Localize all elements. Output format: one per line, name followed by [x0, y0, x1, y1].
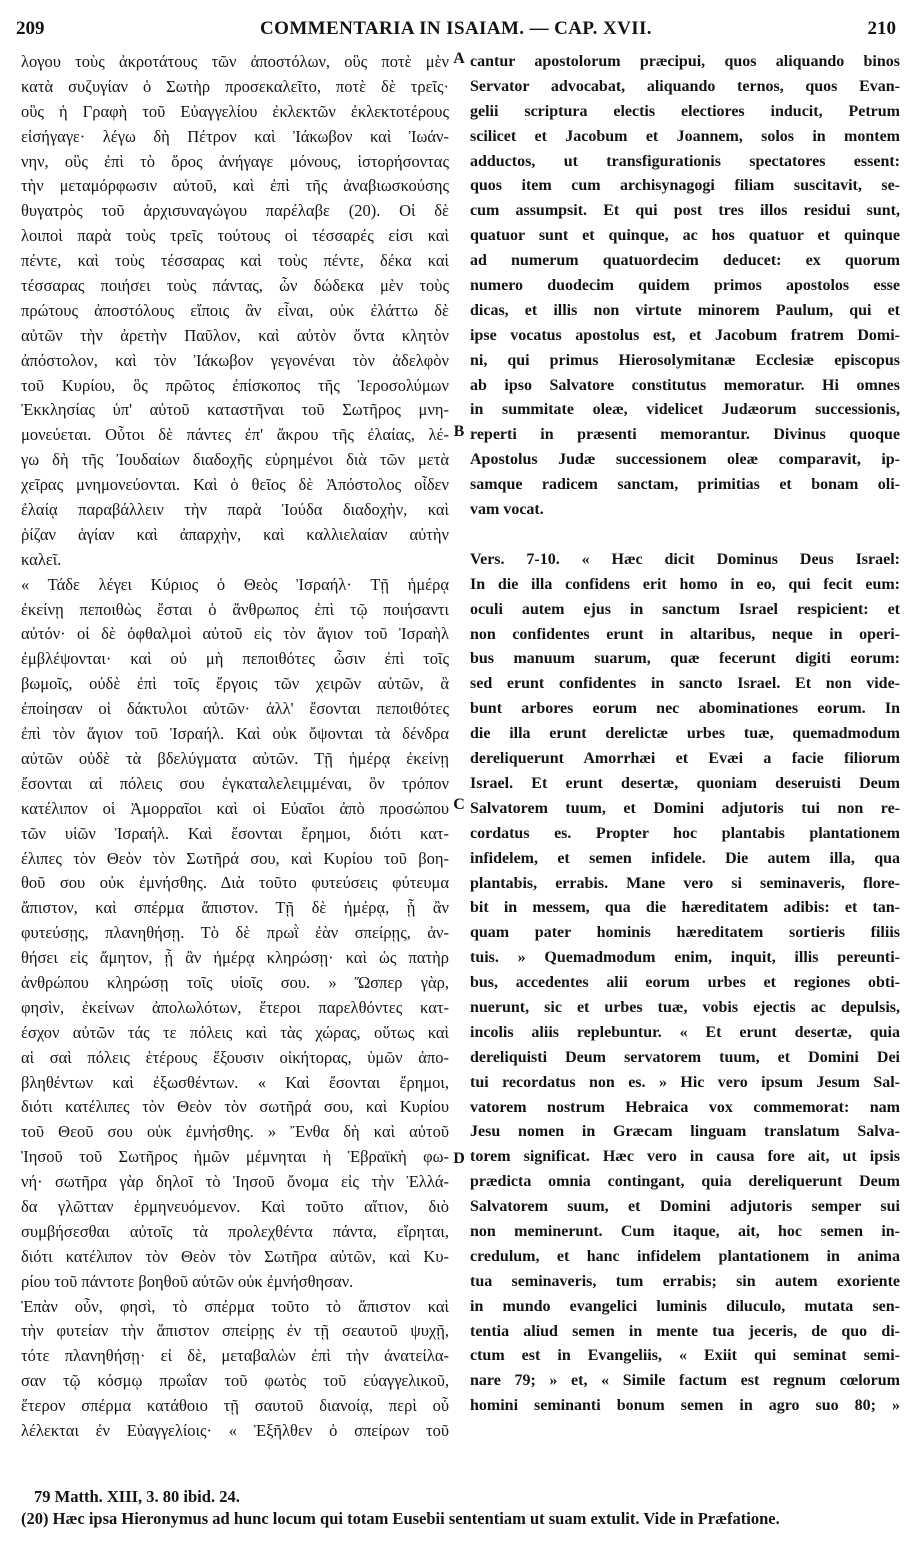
text-line: λογου τοὺς ἀκροτάτους τῶν ἀποστόλων, οὓς ποτὲ μὲν: [21, 52, 449, 71]
text-line: νή· σωτῆρα γὰρ δηλοῖ τὸ Ἰησοῦ ὄνομα εἰς τὴν Ἑλλά-: [21, 1172, 449, 1192]
text-line: homini seminanti bonum semen in agro suo 80; »: [470, 1397, 900, 1415]
text-line: vam vocat.: [470, 501, 544, 519]
text-line: δα γλῶτταν ἑρμηνευόμενον. Καὶ τοῦτο αἴτιον, διὸ: [21, 1196, 449, 1216]
text-line: gelii scriptura electis electiores inducit, Petrum: [470, 102, 900, 120]
text-line: infidelem, et semen infidele. Die autem illa, qua: [470, 849, 900, 867]
text-line: cum assumpsit. Et qui post tres illos residui sunt,: [470, 202, 900, 220]
text-line: πέντε, καὶ τοὺς τέσσαρας καὶ τοὺς πέντε, δέκα καὶ: [21, 251, 449, 271]
text-line: quos item cum archisynagogi filiam suscitavit, se-: [470, 177, 900, 195]
text-line: « Τάδε λέγει Κύριος ὁ Θεὸς Ἰσραήλ· Τῇ ἡμέρᾳ: [21, 574, 449, 594]
text-line: θυγατρὸς τοῦ ἀρχισυναγώγου παρέλαβε (20). Οἱ δὲ: [21, 201, 449, 221]
text-line: dicas, et illis non virtute minorem Paulum, qui et: [470, 301, 900, 319]
text-line: ipse vocatus apostolus est, et Jacobum fratrem Domi-: [470, 326, 900, 344]
text-line: χεῖρας μνημονεύονται. Καὶ ὁ θεῖος δὲ Ἀπόστολος οἶδεν: [21, 475, 449, 495]
text-line: κατὰ συζυγίαν ὁ Σωτὴρ προσεκαλεῖτο, ποτὲ δὲ τρεῖς·: [21, 76, 449, 96]
text-line: dereliquisti Deum servatorem tuum, et Domini Dei: [470, 1048, 900, 1066]
footnote-references: 79 Matth. XIII, 3. 80 ibid. 24.: [34, 1487, 240, 1506]
text-line: in summitate oleæ, videlicet Judæorum successionis,: [470, 401, 900, 419]
text-line: Ἐκκλησίας ὑπ' αὐτοῦ καταστῆναι τοῦ Σωτῆρος μνη-: [21, 400, 449, 420]
text-line: τὴν φυτείαν τὴν ἄπιστον σπείρῃς ἐν τῇ σεαυτοῦ ψυχῇ,: [21, 1321, 449, 1341]
text-line: Salvatorem tuum, et Domini adjutoris tui non re-: [470, 799, 900, 817]
text-line: ἐποίησαν οἱ δάκτυλοι αὐτῶν· ἀλλ' ἔσονται πεποιθότες: [21, 699, 449, 719]
text-line: τότε πλανηθήσῃ· εἰ δὲ, μεταβαλὼν ἐπὶ τὴν ἀνατείλα-: [21, 1346, 449, 1366]
text-line: διότι κατέλιπον τὸν Θεὸν τὸν Σωτῆρα αὐτῶν, καὶ Κυ-: [21, 1246, 449, 1266]
text-line: non confidentes erunt in altaribus, neque in operi-: [470, 625, 900, 643]
text-line: τὴν μεταμόρφωσιν αὐτοῦ, καὶ ἐπὶ τῆς ἀναβιωσκούσης: [21, 176, 449, 196]
text-line: cordatus es. Propter hoc plantabis plantationem: [470, 824, 900, 842]
text-line: tua seminaveris, tum errabis; sin autem exoriente: [470, 1272, 900, 1290]
running-title: COMMENTARIA IN ISAIAM. — CAP. XVII.: [260, 18, 652, 39]
text-line: διότι κατέλιπες τὸν Θεὸν τὸν σωτῆρά σου, καὶ Κυρίου: [21, 1097, 449, 1117]
text-line: ρίου τοῦ πάντοτε βοηθοῦ αὐτῶν οὐκ ἐμνήσθησαν.: [21, 1271, 354, 1291]
margin-marker-a: A: [453, 50, 465, 67]
text-line: samque radicem sanctam, primitias et bonam oli-: [470, 476, 900, 494]
text-line: ctum est in Evangeliis, « Exiit qui seminat semi-: [470, 1347, 900, 1365]
text-line: incolis aliis replebuntur. « Et erunt desertæ, quia: [470, 1023, 900, 1041]
text-line: quam pater hominis hæreditatem sortieris filiis: [470, 924, 900, 942]
text-line: bus manuum suarum, quæ fecerunt digiti eorum:: [470, 650, 900, 668]
text-line: εἰσήγαγε· λέγω δὴ Πέτρον καὶ Ἰάκωβον καὶ Ἰωάν-: [21, 126, 449, 146]
text-line: τῶν υἱῶν Ἰσραήλ. Καὶ ἔσονται ἔρημοι, διότι κατ-: [21, 823, 449, 843]
text-line: ἕτερον σπέρμα κατάθοιο τῇ σαυτοῦ διανοίᾳ, περὶ οὗ: [21, 1396, 449, 1416]
text-line: scilicet et Jacobum et Joannem, solos in montem: [470, 127, 900, 145]
text-line: prædicta omnia contingant, quia dereliquerunt Deum: [470, 1173, 900, 1191]
text-line: tuis. » Quemadmodum enim, inquit, illis pereunti-: [470, 949, 900, 967]
page-number-right: 210: [867, 18, 896, 39]
text-line: nare 79; » et, « Simile factum est regnum cœlorum: [470, 1372, 900, 1390]
text-line: αἱ σαὶ πόλεις ἑτέρους ἕξουσιν οἰκήτορας, ὑμῶν ἀπο-: [21, 1047, 449, 1067]
text-line: έσχον αὐτῶν τάς τε πόλεις καὶ τὰς χώρας, οὕτως καὶ: [21, 1022, 449, 1042]
text-line: ab ipso Salvatore constitutus memoratur. Hi omnes: [470, 376, 900, 394]
text-line: ἀνθρώπου κληρώσῃ τοῖς υἱοῖς σου. » Ὥσπερ γὰρ,: [21, 972, 449, 992]
text-line: non meminerunt. Cum itaque, ait, hoc semen in-: [470, 1222, 900, 1240]
text-line: dereliquerunt Amorrhæi et Evæi a facie filiorum: [470, 750, 900, 768]
text-line: ἐπὶ τὸν ἅγιον τοῦ Ἰσραήλ. Καὶ οὐκ ὄψονται τὰ δένδρα: [21, 724, 449, 744]
text-line: in mundo evangelici luminis diluculo, mutata sen-: [470, 1297, 900, 1315]
text-line: τοῦ Κυρίου, ὃς πρῶτος ἐπίσκοπος τῆς Ἱεροσολύμων: [21, 375, 449, 395]
text-line: numero duodecim quidem primos apostolos esse: [470, 277, 900, 295]
text-line: torem significat. Hæc vero in causa fore ait, ut ipsis: [470, 1148, 900, 1166]
text-line: adductos, ut transfigurationis spectatores essent:: [470, 152, 900, 170]
margin-marker-c: C: [453, 796, 465, 813]
text-line: Jesu nomen in Græcam linguam translatum Salva-: [470, 1123, 900, 1141]
text-line: φησὶν, ἐκείνων ἀπολωλότων, ἕτεροι παρελθόντες κατ-: [21, 997, 449, 1017]
text-line: cantur apostolorum præcipui, quos aliquando binos: [470, 53, 900, 70]
text-line: Vers. 7-10. « Hæc dicit Dominus Deus Israel:: [470, 550, 900, 568]
latin-column: [470, 50, 900, 1419]
text-line: oculi autem ejus in sanctum Israel respicient: et: [470, 600, 900, 618]
text-line: ἀπόστολον, καὶ τὸν Ἰάκωβον γεγονέναι τὸν ἀδελφὸν: [21, 350, 449, 370]
text-line: sed erunt confidentes in sancto Israel. Et non vide-: [470, 675, 900, 693]
text-line: quatuor sunt et quinque, ac hos quatuor et quinque: [470, 227, 900, 245]
text-line: λέλεκται ἐν Εὐαγγελίοις· « Ἐξῆλθεν ὁ σπείρων τοῦ: [21, 1420, 449, 1440]
text-line: Ἰησοῦ τοῦ Σωτῆρος ἡμῶν μέμνηται ἡ Ἑβραϊκὴ φω-: [21, 1147, 449, 1167]
text-line: ἄπιστον, καὶ σπέρμα ἄπιστον. Τῇ δὲ ἡμέρᾳ, ᾗ ἂν: [21, 898, 449, 918]
editorial-footnote: (20) Hæc ipsa Hieronymus ad hunc locum qui totam Eusebii sententiam ut suam extulit. Vide in Præfatione.: [21, 1509, 780, 1528]
text-line: τοῦ Θεοῦ σου οὐκ ἐμνήσθης. » Ἔνθα δὴ καὶ αὐτοῦ: [21, 1122, 449, 1142]
running-header: [16, 18, 896, 42]
text-line: bus, accedentes alii eorum urbes et regiones obti-: [470, 974, 900, 992]
text-line: έλιπες τὸν Θεὸν τὸν Σωτῆρά σου, καὶ Κυρίου τοῦ βοη-: [21, 848, 449, 868]
text-line: αὐτόν· οἱ δὲ ὀφθαλμοὶ αὐτοῦ εἰς τὸν ἅγιον τοῦ Ἰσραὴλ: [21, 624, 449, 644]
text-line: bunt arbores eorum nec abominationes eorum. In: [470, 700, 900, 718]
text-line: γω δὴ τῆς Ἰουδαίων διαδοχῆς εὑρημένοι διὰ τῶν μετὰ: [21, 450, 449, 470]
text-line: πρώτους ἀποστόλους εἴποις ἂν εἶναι, οὐκ ἐλάττω δὲ: [21, 300, 449, 320]
text-line: Ἐπὰν οὖν, φησὶ, τὸ σπέρμα τοῦτο τὸ ἄπιστον καὶ: [21, 1296, 449, 1316]
text-line: λοιποὶ παρὰ τοὺς τρεῖς τούτους οἱ τέσσαρές εἰσι καὶ: [21, 226, 449, 246]
text-line: vatorem nostrum Hebraica vox commemorat: nam: [470, 1098, 900, 1116]
margin-marker-b: B: [453, 423, 465, 440]
text-line: tui recordatus non es. » Hic vero ipsum Jesum Sal-: [470, 1073, 900, 1091]
text-line: Israel. Et erunt desertæ, quoniam deseruisti Deum: [470, 774, 900, 792]
text-line: ἐκείνῃ πεποιθὼς ἔσται ὁ ἄνθρωπος ἐπὶ τῷ ποιήσαντι: [21, 599, 449, 619]
text-line: ῥίζαν ἁγίαν καὶ ἀπαρχὴν, καὶ καλλιελαίαν αὐτὴν: [21, 524, 449, 544]
text-line: συμβήσεσθαι αὐτοῖς τὰ προλεχθέντα πάντα, εἴρηται,: [21, 1221, 449, 1241]
greek-column: [21, 50, 449, 1444]
text-line: ἔσονται αἱ πόλεις σου ἐγκαταλελειμμέναι, ὃν τρόπον: [21, 773, 449, 793]
text-line: Apostolus Judæ successionem oleæ comparavit, ip-: [470, 451, 900, 469]
text-line: κατέλιπον οἱ Ἀμορραῖοι καὶ οἱ Εὐαῖοι ἀπὸ προσώπου: [21, 798, 449, 818]
text-line: tentia aliud semen in mente tua jeceris, de quo di-: [470, 1322, 900, 1340]
page-number-left: 209: [16, 18, 45, 39]
text-line: θήσει εἰς ἄμητον, ᾗ ἂν ἡμέρᾳ κληρώσῃ· καὶ ὡς πατὴρ: [21, 948, 449, 968]
text-line: nuerunt, sic et urbes tuæ, vobis ejectis ac depulsis,: [470, 998, 900, 1016]
text-line: τέσσαρας ποιήσει τοὺς πάντας, ὧν δώδεκα μὲν τοὺς: [21, 276, 449, 296]
text-line: Salvatorem suum, et Domini adjutoris semper sui: [470, 1198, 900, 1216]
text-line: ni, qui primus Hierosolymitanæ Ecclesiæ episcopus: [470, 351, 900, 369]
text-line: μονεύεται. Οὗτοι δὲ πάντες ἐπ' ἄκρου τῆς ἐλαίας, λέ-: [21, 425, 449, 445]
text-line: bit in messem, qua die hæreditatem adibis: et tan-: [470, 899, 900, 917]
text-line: βληθέντων καὶ ἐξωσθέντων. « Καὶ ἔσονται ἔρημοι,: [21, 1072, 449, 1092]
text-line: αὐτῶν τὴν ἀρετὴν Παῦλον, καὶ αὐτὸν ὄντα κλητὸν: [21, 325, 449, 345]
text-line: ad numerum quatuordecim deducet: ex quorum: [470, 252, 900, 270]
text-line: In die illa confidens erit homo in eo, qui fecit eum:: [470, 575, 900, 593]
text-line: αὐτῶν οὐδὲ τὰ βδελύγματα αὐτῶν. Τῇ ἡμέρᾳ ἐκείνῃ: [21, 748, 449, 768]
margin-marker-d: D: [453, 1150, 465, 1167]
text-line: βωμοῖς, οὐδὲ ἐπὶ τοῖς ἔργοις τῶν χειρῶν αὐτῶν, ἃ: [21, 674, 449, 694]
text-line: φυτεύσῃς, πλανηθήσῃ. Τὸ δὲ πρωῒ ἐὰν σπείρῃς, ἀν-: [21, 923, 449, 943]
text-line: οὓς ἡ Γραφὴ τοῦ Εὐαγγελίου ἐκλεκτῶν ἐκλεκτοτέρους: [21, 101, 449, 121]
text-line: Servator advocabat, aliquando ternos, quos Evan-: [470, 77, 900, 95]
text-line: credulum, et hanc infidelem plantationem in anima: [470, 1247, 900, 1265]
text-line: ἐμβλέψονται· καὶ οὐ μὴ πεποιθότες ὦσιν ἐπὶ τοῖς: [21, 649, 449, 669]
text-line: νην, οὓς ἐπὶ τὸ ὄρος ἀνήγαγε μόνους, ἱστορήσοντας: [21, 151, 449, 171]
text-line: ἐλαίᾳ παραβάλλειν τὴν παρὰ Ἰούδα διαδοχὴν, καὶ: [21, 500, 449, 520]
text-line: καλεῖ.: [21, 549, 62, 569]
text-line: reperti in præsenti memorantur. Divinus quoque: [470, 426, 900, 444]
text-line: θοῦ σου οὐκ ἐμνήσθης. Διὰ τοῦτο φυτεύσεις φύτευμα: [21, 873, 449, 893]
text-line: die illa erunt derelictæ urbes tuæ, quemadmodum: [470, 725, 900, 743]
text-line: σαν τῷ κόσμῳ πρωΐαν τοῦ φωτὸς τοῦ εὐαγγελικοῦ,: [21, 1371, 449, 1391]
text-line: plantabis, errabis. Mane vero si seminaveris, flore-: [470, 874, 900, 892]
